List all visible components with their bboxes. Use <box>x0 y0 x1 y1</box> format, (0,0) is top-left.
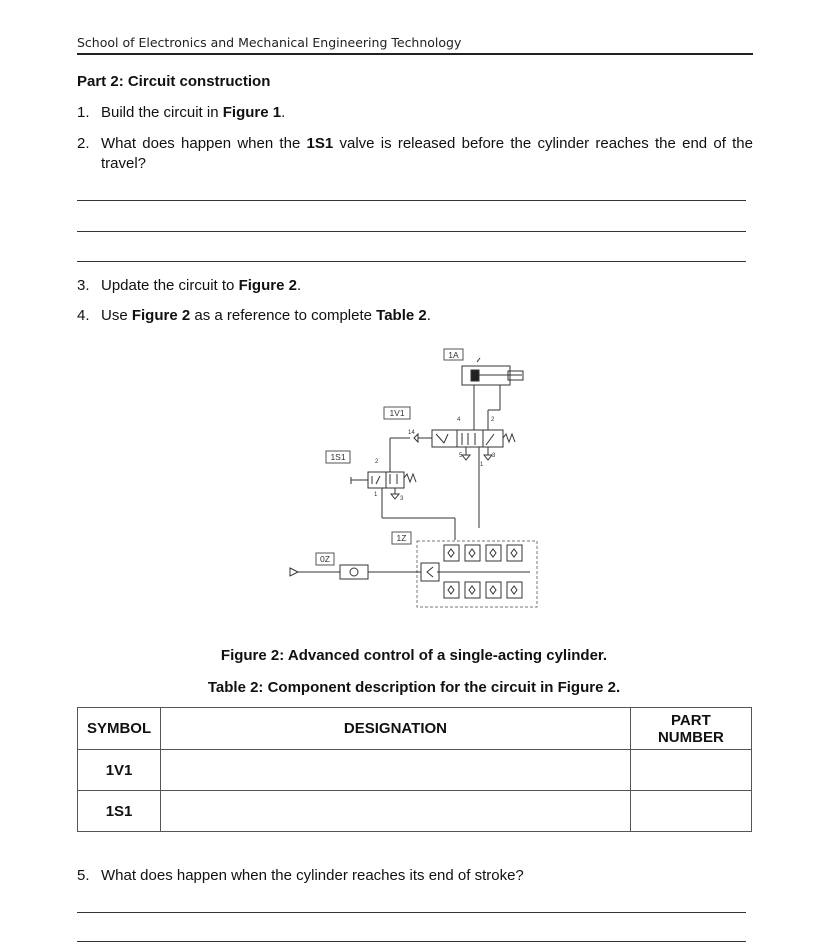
compressor-body <box>340 565 368 579</box>
push-valve-block-left <box>368 472 386 488</box>
question-text: What does happen when the cylinder reaches its end of stroke? <box>101 867 524 884</box>
table-row <box>78 750 752 791</box>
question-number: 1. <box>77 104 90 121</box>
question-text: Update the circuit to Figure 2. <box>101 277 302 294</box>
cylinder-mark <box>477 358 480 362</box>
question-number: 5. <box>77 867 90 884</box>
question-text: Use Figure 2 as a reference to complete Table 2. <box>101 307 431 324</box>
answer-line[interactable] <box>77 200 746 201</box>
filter-label: 1Z <box>396 533 407 543</box>
part-title: Part 2: Circuit construction <box>77 73 271 90</box>
port-label: 5 <box>459 453 463 459</box>
valve-spring <box>503 434 515 442</box>
question-text: What does happen when the 1S1 valve is released before the cylinder reaches the end of the travel? <box>101 135 753 172</box>
port-label: 14 <box>408 430 415 436</box>
exhaust-5 <box>462 447 470 460</box>
answer-line[interactable] <box>77 231 746 232</box>
question-number: 4. <box>77 307 90 324</box>
port-label: 1 <box>374 492 378 498</box>
manifold-arrow <box>427 567 433 577</box>
cell-symbol: 1S1 <box>78 791 161 832</box>
push-button <box>351 474 397 484</box>
table-header-row <box>78 708 752 750</box>
valve-block-left <box>432 430 457 447</box>
air-source-icon <box>290 568 298 576</box>
question-text: Build the circuit in Figure 1. <box>101 104 286 121</box>
valve-block-middle <box>457 430 483 447</box>
cylinder-label: 1A <box>448 350 459 360</box>
port-label: 2 <box>491 417 495 423</box>
question-number: 3. <box>77 277 90 294</box>
port-label: 4 <box>457 417 461 423</box>
exhaust-3 <box>484 447 492 460</box>
cell-part-number[interactable] <box>630 791 751 832</box>
push-valve-block-right <box>386 472 404 488</box>
manifold-valve <box>421 563 439 581</box>
cell-designation[interactable] <box>161 750 631 791</box>
port-label: 3 <box>400 496 404 502</box>
manifold-ports <box>437 545 530 598</box>
figure-caption: Figure 2: Advanced control of a single-acting cylinder. <box>220 647 608 664</box>
table-caption: Table 2: Component description for the circuit in Figure 2. <box>207 679 621 696</box>
port-label: 2 <box>375 459 379 465</box>
component-table <box>77 707 752 832</box>
header-designation: DESIGNATION <box>161 708 631 750</box>
pneumatic-circuit-diagram <box>280 345 550 615</box>
cell-designation[interactable] <box>161 791 631 832</box>
answer-line[interactable] <box>77 261 746 262</box>
valve-label: 1V1 <box>389 408 405 418</box>
push-valve-label: 1S1 <box>330 452 346 462</box>
question-number: 2. <box>77 135 90 152</box>
answer-line[interactable] <box>77 912 746 913</box>
answer-line[interactable] <box>77 941 746 942</box>
exhaust-s3 <box>391 488 399 499</box>
header-symbol: SYMBOL <box>78 708 161 750</box>
port-label: 3 <box>492 453 496 459</box>
table-row <box>78 791 752 832</box>
cell-part-number[interactable] <box>630 750 751 791</box>
cell-symbol: 1V1 <box>78 750 161 791</box>
push-valve-spring <box>404 474 416 482</box>
manifold-frame <box>417 541 537 607</box>
port-label: 1 <box>480 462 484 468</box>
pressure-gauge-icon <box>350 568 358 576</box>
compressor-label: 0Z <box>320 554 330 564</box>
header-part-number: PART NUMBER <box>630 708 751 750</box>
document-header: School of Electronics and Mechanical Engineering Technology <box>77 35 753 55</box>
valve-flow-arrows <box>436 433 494 445</box>
pilot-signal <box>414 434 432 442</box>
cylinder-piston <box>471 370 479 381</box>
